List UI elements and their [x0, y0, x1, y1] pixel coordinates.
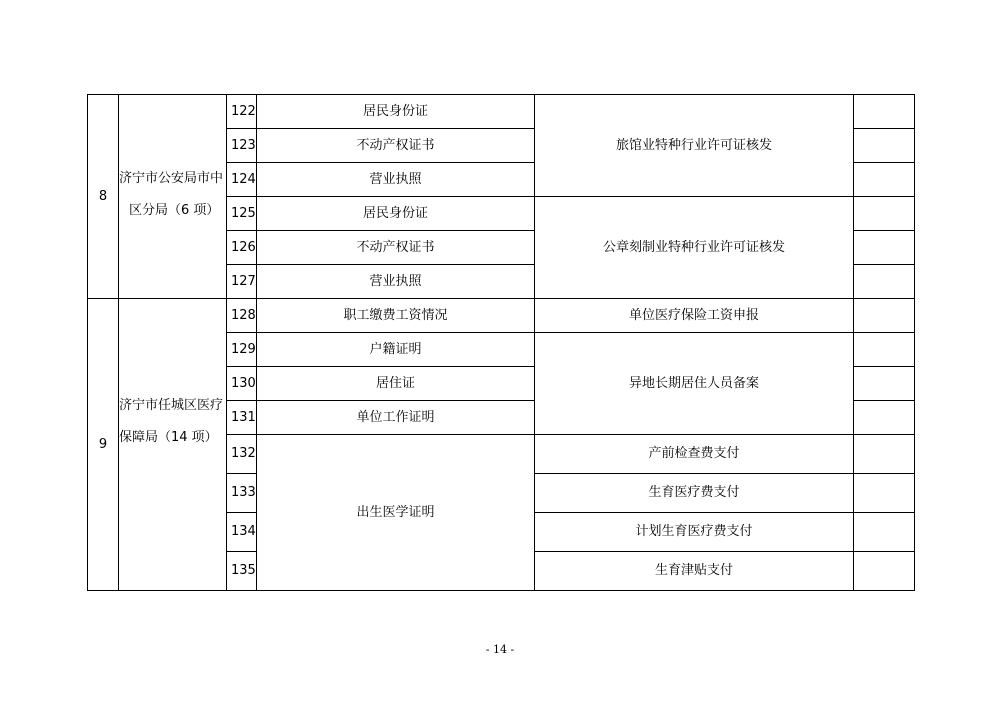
material-name: 出生医学证明 — [257, 435, 535, 591]
remark-cell — [854, 299, 915, 333]
material-name: 职工缴费工资情况 — [257, 299, 535, 333]
matter-name: 公章刻制业特种行业许可证核发 — [535, 197, 854, 299]
material-name: 不动产权证书 — [257, 129, 535, 163]
department-cell — [119, 95, 227, 299]
matter-name: 计划生育医疗费支付 — [535, 513, 854, 552]
item-number: 132 — [227, 435, 257, 474]
department-name-line1: 济宁市任城区医疗 — [119, 398, 224, 413]
item-number: 130 — [227, 367, 257, 401]
remark-cell — [854, 129, 915, 163]
department-name-line1: 济宁市公安局市中 — [119, 171, 224, 186]
group-seq: 9 — [88, 299, 119, 591]
material-name: 不动产权证书 — [257, 231, 535, 265]
material-name: 户籍证明 — [257, 333, 535, 367]
matter-name: 异地长期居住人员备案 — [535, 333, 854, 435]
department-name-line2: 保障局（14 项） — [119, 429, 218, 445]
material-name: 居民身份证 — [257, 197, 535, 231]
document-table — [87, 94, 915, 591]
item-number: 122 — [227, 95, 257, 129]
item-number: 131 — [227, 401, 257, 435]
item-number: 133 — [227, 474, 257, 513]
item-number: 129 — [227, 333, 257, 367]
matter-name: 单位医疗保险工资申报 — [535, 299, 854, 333]
remark-cell — [854, 401, 915, 435]
matter-name: 生育医疗费支付 — [535, 474, 854, 513]
page-number: - 14 - — [485, 643, 515, 656]
remark-cell — [854, 333, 915, 367]
item-number: 135 — [227, 552, 257, 591]
remark-cell — [854, 552, 915, 591]
remark-cell — [854, 513, 915, 552]
group-seq: 8 — [88, 95, 119, 299]
remark-cell — [854, 367, 915, 401]
item-number: 125 — [227, 197, 257, 231]
item-number: 128 — [227, 299, 257, 333]
material-name: 单位工作证明 — [257, 401, 535, 435]
remark-cell — [854, 474, 915, 513]
remark-cell — [854, 231, 915, 265]
remark-cell — [854, 265, 915, 299]
item-number: 127 — [227, 265, 257, 299]
table-row — [88, 95, 915, 129]
item-number: 124 — [227, 163, 257, 197]
item-number: 134 — [227, 513, 257, 552]
matter-name: 产前检查费支付 — [535, 435, 854, 474]
matter-name: 生育津贴支付 — [535, 552, 854, 591]
material-name: 营业执照 — [257, 163, 535, 197]
item-number: 126 — [227, 231, 257, 265]
remark-cell — [854, 435, 915, 474]
material-name: 营业执照 — [257, 265, 535, 299]
remark-cell — [854, 95, 915, 129]
item-number: 123 — [227, 129, 257, 163]
remark-cell — [854, 163, 915, 197]
department-name-line2: 区分局（6 项） — [129, 202, 220, 218]
department-cell — [119, 299, 227, 591]
remark-cell — [854, 197, 915, 231]
table-row — [88, 299, 915, 333]
matter-name: 旅馆业特种行业许可证核发 — [535, 95, 854, 197]
material-name: 居民身份证 — [257, 95, 535, 129]
material-name: 居住证 — [257, 367, 535, 401]
